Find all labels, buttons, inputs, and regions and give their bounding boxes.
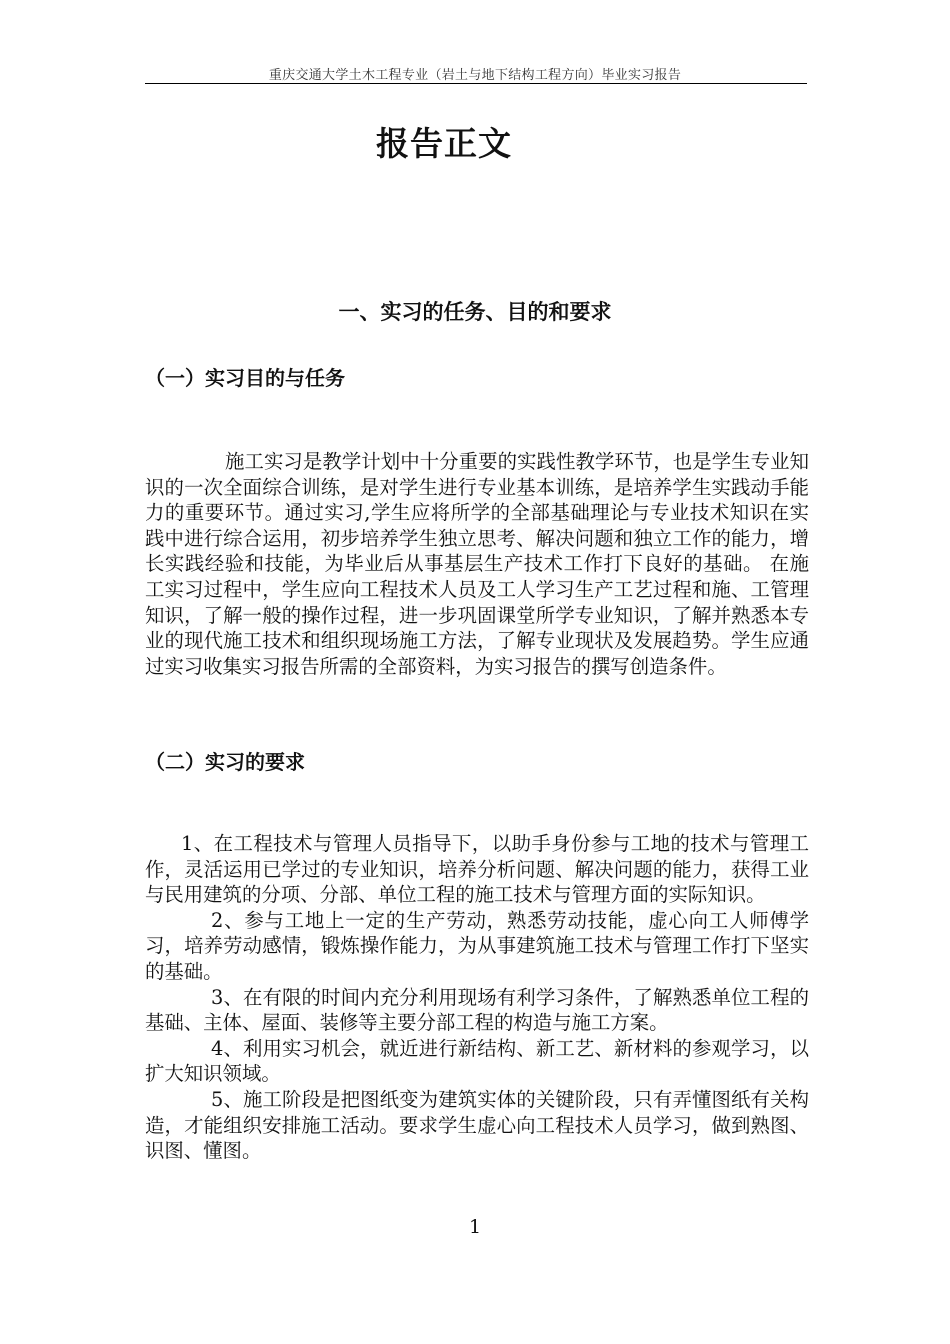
requirement-item: 4、利用实习机会，就近进行新结构、新工艺、新材料的参观学习，以扩大知识领域。 bbox=[145, 1036, 809, 1086]
page-number: 1 bbox=[468, 1216, 482, 1238]
page-title: 报告正文 bbox=[376, 124, 512, 163]
section-heading: 一、实习的任务、目的和要求 bbox=[338, 300, 612, 324]
requirements-list bbox=[145, 831, 809, 1164]
requirement-item: 1、在工程技术与管理人员指导下，以助手身份参与工地的技术与管理工作，灵活运用已学过的专业知识，培养分析问题、解决问题的能力，获得工业与民用建筑的分项、分部、单位工程的施工技术与管理方面的实际知识。 bbox=[145, 832, 809, 907]
requirement-item: 2、参与工地上一定的生产劳动，熟悉劳动技能，虚心向工人师傅学习，培养劳动感情，锻炼操作能力，为从事建筑施工技术与管理工作打下坚实的基础。 bbox=[145, 908, 809, 983]
header-divider bbox=[145, 83, 807, 84]
subsection-heading-requirements: （二）实习的要求 bbox=[145, 750, 305, 774]
requirement-item: 3、在有限的时间内充分利用现场有利学习条件，了解熟悉单位工程的基础、主体、屋面、装修等主要分部工程的构造与施工方案。 bbox=[145, 985, 809, 1035]
subsection-heading-purpose: （一）实习目的与任务 bbox=[145, 366, 345, 390]
requirement-item: 5、施工阶段是把图纸变为建筑实体的关键阶段，只有弄懂图纸有关构造，才能组织安排施工活动。要求学生虚心向工程技术人员学习，做到熟图、识图、懂图。 bbox=[145, 1087, 809, 1163]
running-header: 重庆交通大学土木工程专业（岩土与地下结构工程方向）毕业实习报告 bbox=[268, 68, 682, 83]
purpose-paragraph: 施工实习是教学计划中十分重要的实践性教学环节，也是学生专业知识的一次全面综合训练，是对学生进行专业基本训练，是培养学生实践动手能力的重要环节。通过实习,学生应将所学的全部基础理论与专业技术知识在实践中进行综合运用，初步培养学生独立思考、解决问题和独立工作的能力，增长实践经验和技能，为毕业后从事基层生产技术工作打下良好的基础。 在施工实习过程中，学生应向工程技术人员及工人学习生产工艺过程和施、工管理知识，了解一般的操作过程，进一步巩固课堂所学专业知识，了解并熟悉本专业的现代施工技术和组织现场施工方法，了解专业现状及发展趋势。学生应通过实习收集实习报告所需的全部资料，为实习报告的撰写创造条件。 bbox=[145, 450, 809, 678]
